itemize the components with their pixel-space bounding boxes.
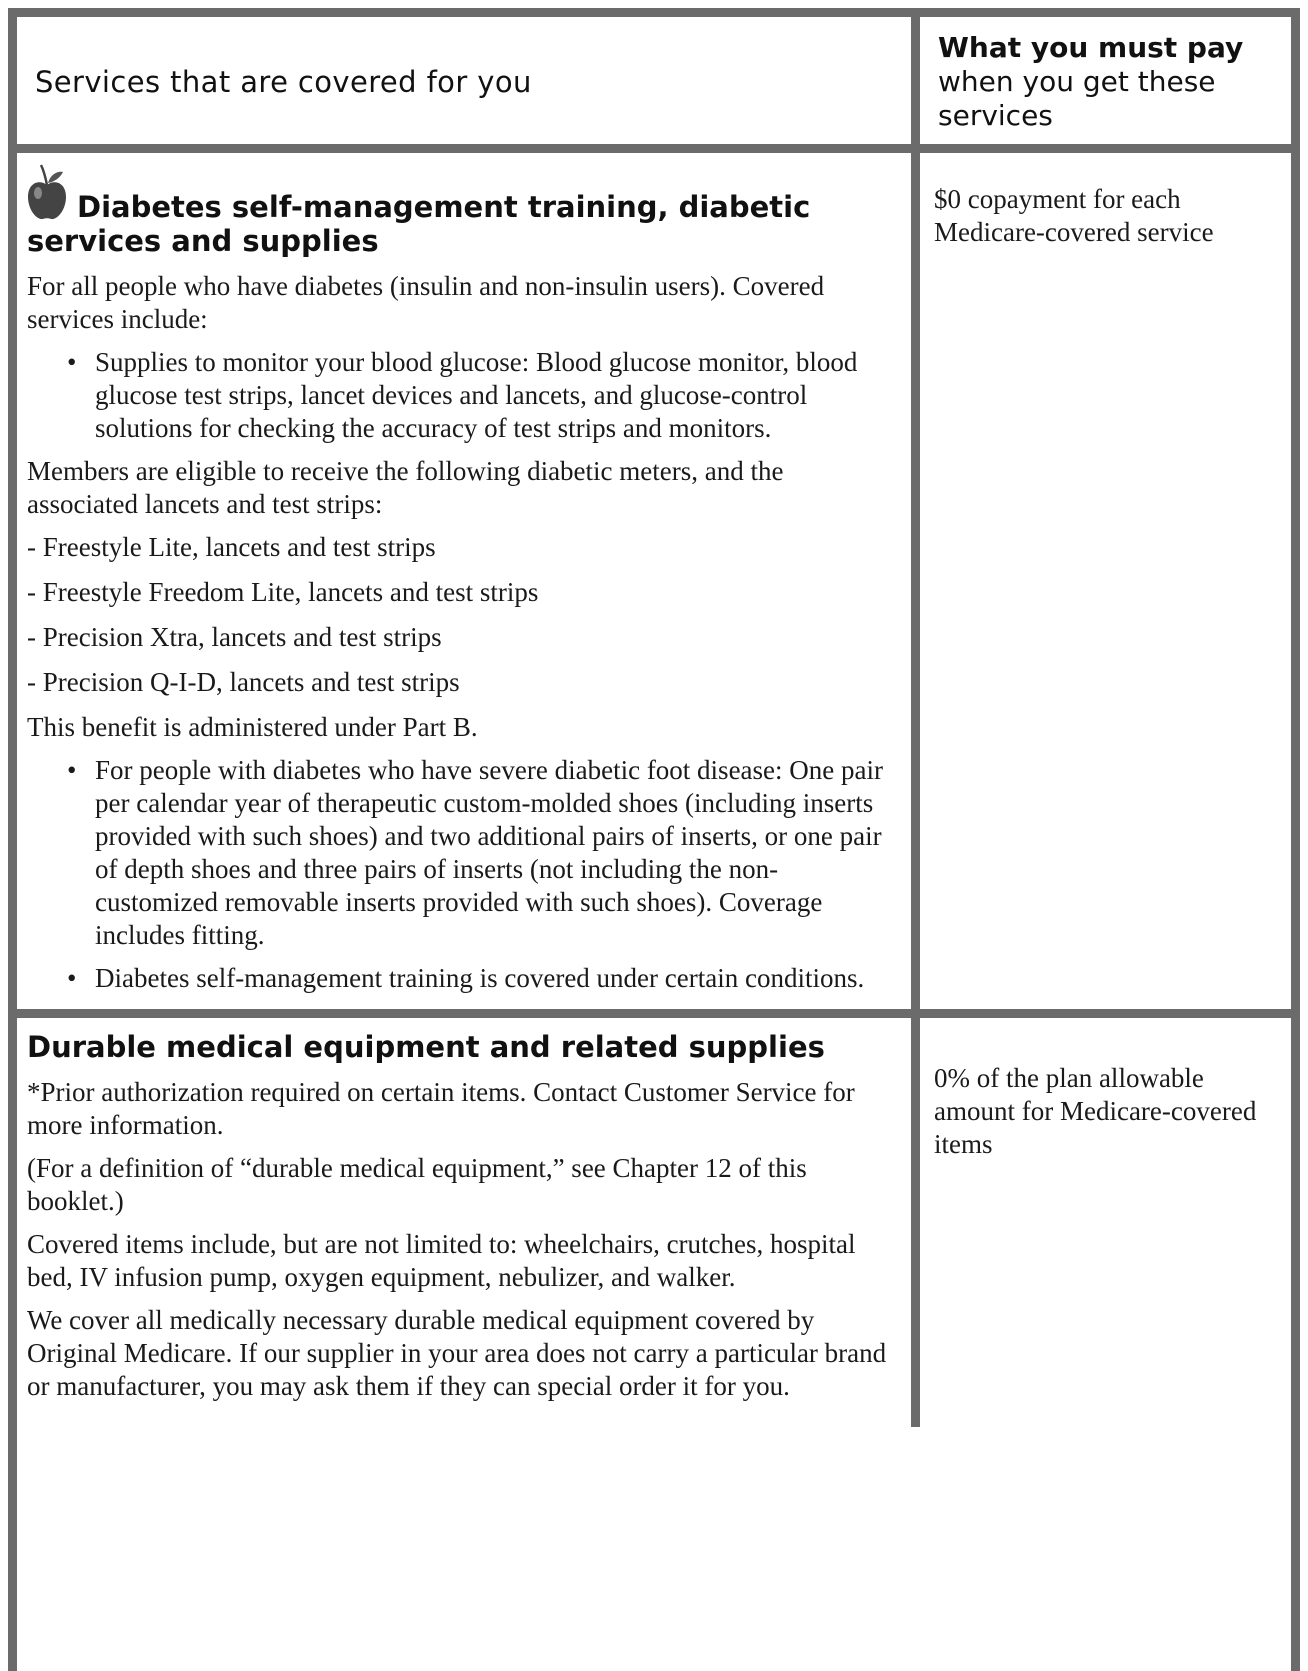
diabetes-bullets-1: [27, 346, 897, 445]
diabetes-members: Members are eligible to receive the following diabetic meters, and the associated lancets and test strips:: [27, 456, 784, 519]
dme-cost: 0% of the plan allowable amount for Medicare-covered items: [934, 1063, 1257, 1159]
header-cell-services: [17, 17, 916, 149]
diabetes-title: [27, 163, 897, 258]
diabetes-cost-cell: [916, 149, 1292, 1014]
apple-icon: [27, 163, 67, 221]
diabetes-cost: $0 copayment for each Medicare-covered service: [934, 184, 1214, 247]
meter-item: - Precision Xtra, lancets and test strips: [27, 622, 442, 652]
header-cost-rest: when you get these services: [938, 65, 1216, 132]
meter-item: - Precision Q-I-D, lancets and test strips: [27, 667, 460, 697]
benefits-table-page: [8, 8, 1300, 1671]
diabetes-bullet-training: • Diabetes self-management training is covered under certain conditions.: [95, 962, 897, 995]
table-row-dme: [17, 1014, 1291, 1428]
header-cost-label: [920, 17, 1291, 133]
table-row-diabetes: [17, 149, 1291, 1014]
diabetes-bullets-2: [27, 754, 897, 995]
meter-item: - Freestyle Freedom Lite, lancets and test strips: [27, 577, 539, 607]
dme-prior-auth: *Prior authorization required on certain items. Contact Customer Service for more information.: [27, 1077, 855, 1140]
diabetes-bullet-shoes: • For people with diabetes who have severe diabetic foot disease: One pair per calendar year of therapeutic custom-molded shoes (including inserts provided with such shoes) and two additional pairs of inserts, or one pair of depth shoes and three pairs of inserts (not including the non-customized removable inserts provided with such shoes). Coverage includes fitting.: [95, 754, 897, 952]
header-cell-cost: [916, 17, 1292, 149]
dme-cost-cell: [916, 1014, 1292, 1428]
benefits-table: [17, 17, 1291, 1427]
header-services-label: Services that are covered for you: [35, 65, 532, 99]
dme-title: Durable medical equipment and related supplies: [27, 1030, 825, 1064]
table-header-row: [17, 17, 1291, 149]
diabetes-part-b: This benefit is administered under Part B.: [27, 712, 478, 742]
header-cost-bold: What you must pay: [938, 31, 1244, 64]
dme-services-cell: [17, 1014, 916, 1428]
dme-definition: (For a definition of “durable medical equipment,” see Chapter 12 of this booklet.): [27, 1153, 807, 1216]
diabetes-services-cell: [17, 149, 916, 1014]
dme-items: Covered items include, but are not limited to: wheelchairs, crutches, hospital bed, IV infusion pump, oxygen equipment, nebulizer, and walker.: [27, 1229, 856, 1292]
diabetes-title-text: Diabetes self-management training, diabetic services and supplies: [27, 190, 811, 258]
meter-item: - Freestyle Lite, lancets and test strips: [27, 532, 436, 562]
diabetes-bullet-supplies: • Supplies to monitor your blood glucose: Blood glucose monitor, blood glucose test strips, lancet devices and lancets, and glucose-control solutions for checking the accuracy of test strips and monitors.: [95, 346, 897, 445]
dme-coverage: We cover all medically necessary durable medical equipment covered by Original Medicare. If our supplier in your area does not carry a particular brand or manufacturer, you may ask them if they can special order it for you.: [27, 1305, 887, 1401]
diabetes-intro: For all people who have diabetes (insulin and non-insulin users). Covered services include:: [27, 271, 825, 334]
